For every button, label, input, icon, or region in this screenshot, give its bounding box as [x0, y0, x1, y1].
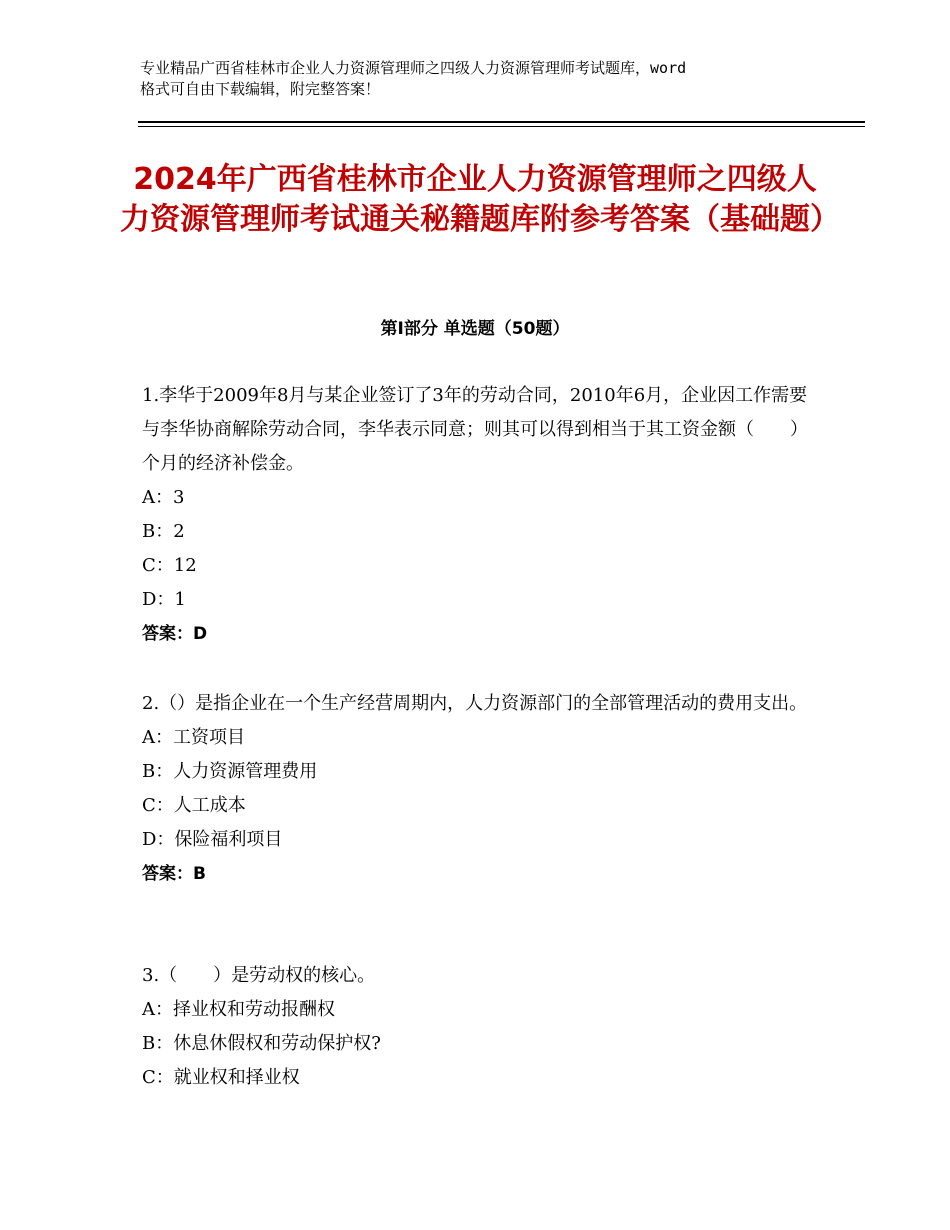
header-divider-thick [138, 121, 865, 123]
header-note-line-1: 专业精品广西省桂林市企业人力资源管理师之四级人力资源管理师考试题库，word [140, 59, 687, 77]
question-2 [142, 687, 822, 891]
option-c: C：人工成本 [142, 795, 246, 816]
option-c: C：12 [142, 555, 197, 576]
option-a: A：工资项目 [142, 727, 245, 748]
option-b: B：人力资源管理费用 [142, 761, 318, 782]
question-stem: 1.李华于2009年8月与某企业签订了3年的劳动合同，2010年6月，企业因工作需要与李华协商解除劳动合同，李华表示同意；则其可以得到相当于其工资金额（ ）个月的经济补偿金。 [142, 385, 808, 474]
option-a: A：3 [142, 487, 185, 508]
answer: 答案：B [142, 864, 206, 884]
document-title: 2024年广西省桂林市企业人力资源管理师之四级人力资源管理师考试通关秘籍题库附参考答案（基础题） [120, 162, 840, 237]
option-a: A：择业权和劳动报酬权 [142, 999, 335, 1020]
section-title: 第Ⅰ部分 单选题（50题） [380, 319, 570, 339]
option-b: B：2 [142, 521, 185, 542]
option-d: D：1 [142, 589, 186, 610]
header-note [140, 58, 840, 100]
answer: 答案：D [142, 624, 208, 644]
header-divider-thin [138, 126, 865, 127]
header-note-line-2: 格式可自由下载编辑，附完整答案！ [140, 80, 381, 98]
question-stem: 3.（ ）是劳动权的核心。 [142, 965, 376, 986]
question-stem: 2.（）是指企业在一个生产经营周期内，人力资源部门的全部管理活动的费用支出。 [142, 693, 808, 714]
option-d: D：保险福利项目 [142, 829, 283, 850]
option-b: B：休息休假权和劳动保护权? [142, 1033, 381, 1054]
question-1 [142, 379, 822, 651]
option-c: C：就业权和择业权 [142, 1067, 300, 1088]
question-3 [142, 959, 822, 1095]
